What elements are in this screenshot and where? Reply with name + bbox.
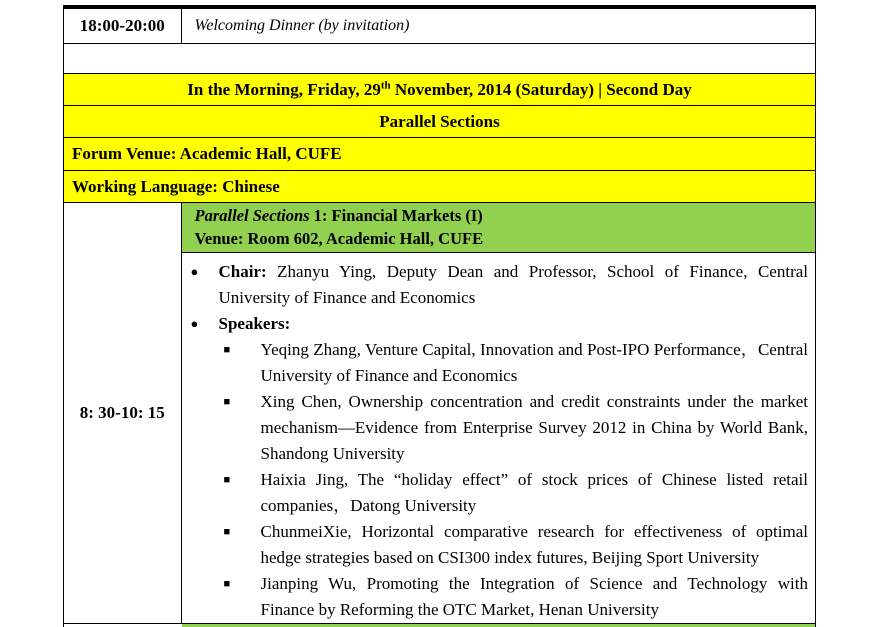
speaker-item [224,519,809,571]
speaker-item [224,337,809,389]
round-bullet-icon: ● [190,263,199,279]
chair-text [219,259,809,311]
working-language-separator: : [212,176,223,196]
table-row-working-language [64,171,815,203]
session-title-italic: Parallel Sections [194,206,310,225]
schedule-table [63,5,816,627]
chair-label: Chair: [218,261,267,281]
speaker-text: Xing Chen, Ownership concentration and credit constraints under the market mechanism—Evidence from Enterprise Survey 2012 in China by World Bank, Shandong University [260,391,808,463]
square-bullet-icon: ■ [223,473,231,486]
table-row-empty [64,44,815,74]
chair-value: Zhanyu Ying, Deputy Dean and Professor, School of Finance, Central University of Finance and Economics [218,261,808,307]
working-language-value: Chinese [222,176,280,196]
morning-banner-suffix: November, 2014 (Saturday) | Second Day [390,79,692,99]
speaker-text: ChunmeiXie, Horizontal comparative research for effectiveness of optimal hedge strategies based on CSI300 index futures, Beijing Sport University [260,521,808,567]
working-language-label: Working Language [72,176,213,196]
square-bullet-icon: ■ [223,395,231,408]
table-row-session [64,203,815,624]
table-row-parallel-sections-banner [64,106,815,138]
session-title [195,205,808,228]
session-time-cell: 8: 30-10: 15 [64,203,182,623]
dinner-event-cell: Welcoming Dinner (by invitation) [194,17,410,34]
parallel-sections-banner-text: Parallel Sections [379,111,500,131]
working-language-text [72,177,280,197]
speaker-item [224,389,809,467]
table-row-morning-banner [64,74,815,106]
session-title-rest: 1: Financial Markets (I) [309,206,483,225]
speaker-text: Haixia Jing, The “holiday effect” of stock prices of Chinese listed retail companies，Datong University [260,469,808,515]
session-detail-cell [182,203,816,623]
square-bullet-icon: ■ [223,343,231,356]
table-row-dinner [64,9,815,44]
session-venue: Venue: Room 602, Academic Hall, CUFE [194,228,484,248]
forum-venue-text: Forum Venue: Academic Hall, CUFE [72,144,342,163]
table-row-forum-venue [64,138,815,171]
morning-banner-text [187,80,692,100]
round-bullet-icon: ● [190,315,199,331]
square-bullet-icon: ■ [223,577,231,590]
chair-item [191,259,809,311]
speaker-text: Jianping Wu, Promoting the Integration of Science and Technology with Finance by Reforming the OTC Market, Henan University [260,573,808,619]
morning-banner-ordinal: th [380,78,391,91]
speaker-text: Yeqing Zhang, Venture Capital, Innovation and Post-IPO Performance，Central University of Finance and Economics [260,339,808,385]
square-bullet-icon: ■ [223,525,231,538]
dinner-time-cell: 18:00-20:00 [64,9,182,43]
speaker-item [224,571,809,623]
speaker-item [224,467,809,519]
speakers-label: Speakers: [218,313,291,333]
morning-banner-prefix: In the Morning, Friday, 29 [187,79,381,99]
session-body [182,253,816,624]
speakers-heading-item [191,311,809,337]
session-header [182,203,816,253]
